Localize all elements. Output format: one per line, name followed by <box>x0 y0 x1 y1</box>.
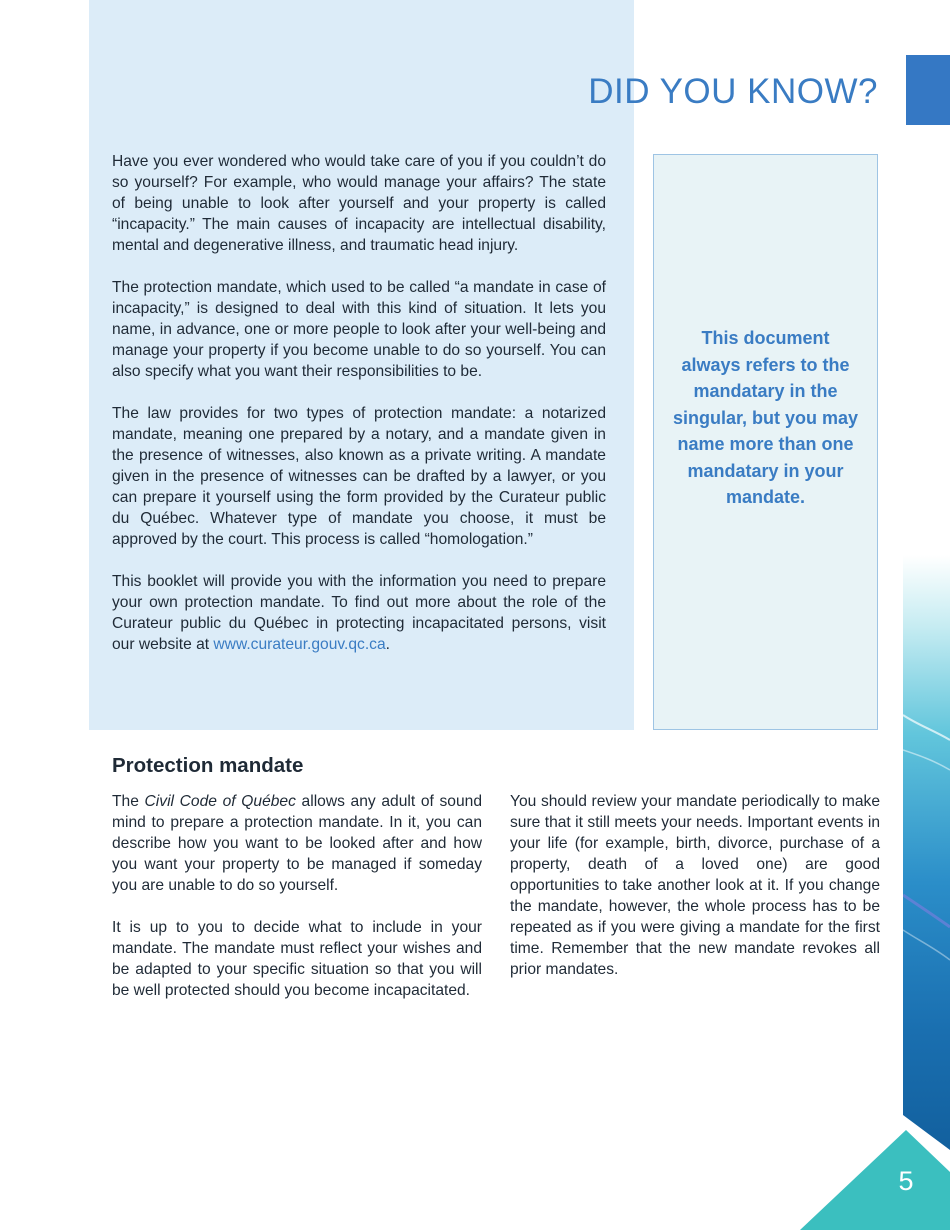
intro-paragraph: Have you ever wondered who would take care of you if you couldn’t do so yourself? For example, who would manage your affairs? The state of being unable to look after yourself and your property is called “incapacity.” The main causes of incapacity are intellectual disability, mental and degenerative illness, and traumatic head injury. <box>112 153 606 254</box>
body-paragraph: It is up to you to decide what to include in your mandate. The mandate must reflect your wishes and be adapted to your specific situation so that you will be well protected should you become incapacitated. <box>112 919 482 999</box>
right-column <box>510 791 880 1001</box>
website-link[interactable]: www.curateur.gouv.qc.ca <box>213 636 386 653</box>
page-heading: DID YOU KNOW? <box>588 72 878 111</box>
side-tab-marker <box>906 55 950 125</box>
body-paragraph <box>112 791 482 896</box>
intro-paragraph: The law provides for two types of protection mandate: a notarized mandate, meaning one prepared by a notary, and a mandate given in the presence of witnesses, also known as a private writing. A mandate given in the presence of witnesses can be drafted by a lawyer, or you can prepare it yourself using the form provided by the Curateur public du Québec. Whatever type of mandate you choose, it must be approved by the court. This process is called “homologation.” <box>112 405 606 548</box>
intro-text <box>112 151 606 676</box>
page-number: 5 <box>898 1166 914 1196</box>
italic-title: Civil Code of Québec <box>144 793 296 810</box>
body-text: The <box>112 793 145 810</box>
intro-paragraph: The protection mandate, which used to be called “a mandate in case of incapacity,” is designed to deal with this kind of situation. It lets you name, in advance, one or more people to look after your well-being and manage your property if you become unable to do so yourself. You can also specify what you want their responsibilities to be. <box>112 279 606 380</box>
intro-paragraph-text: This booklet will provide you with the information you need to prepare your own protection mandate. To find out more about the role of the Curateur public du Québec in protecting incapacitated persons, visit our website at <box>112 573 606 653</box>
intro-paragraph-end: . <box>385 636 390 653</box>
body-text: allows any adult of sound mind to prepare a protection mandate. In it, you can describe how you want to be looked after and how you want your property to be managed if someday you are unable to do so yourself. <box>112 793 482 894</box>
decorative-wave-strip <box>903 555 950 1150</box>
section-title: Protection mandate <box>112 754 304 777</box>
left-column <box>112 791 482 1022</box>
body-paragraph: You should review your mandate periodically to make sure that it still meets your needs. Important events in your life (for example, birth, divorce, purchase of a property, death of a loved one) are good opportunities to take another look at it. If you change the mandate, however, the whole process has to be repeated as if you were giving a mandate for the first time. Remember that the new mandate revokes all prior mandates. <box>510 793 880 978</box>
note-box <box>653 154 878 730</box>
note-text: This document always refers to the mandatary in the singular, but you may name more than one mandatary in your mandate. <box>672 328 859 508</box>
intro-paragraph-with-link <box>112 571 606 655</box>
